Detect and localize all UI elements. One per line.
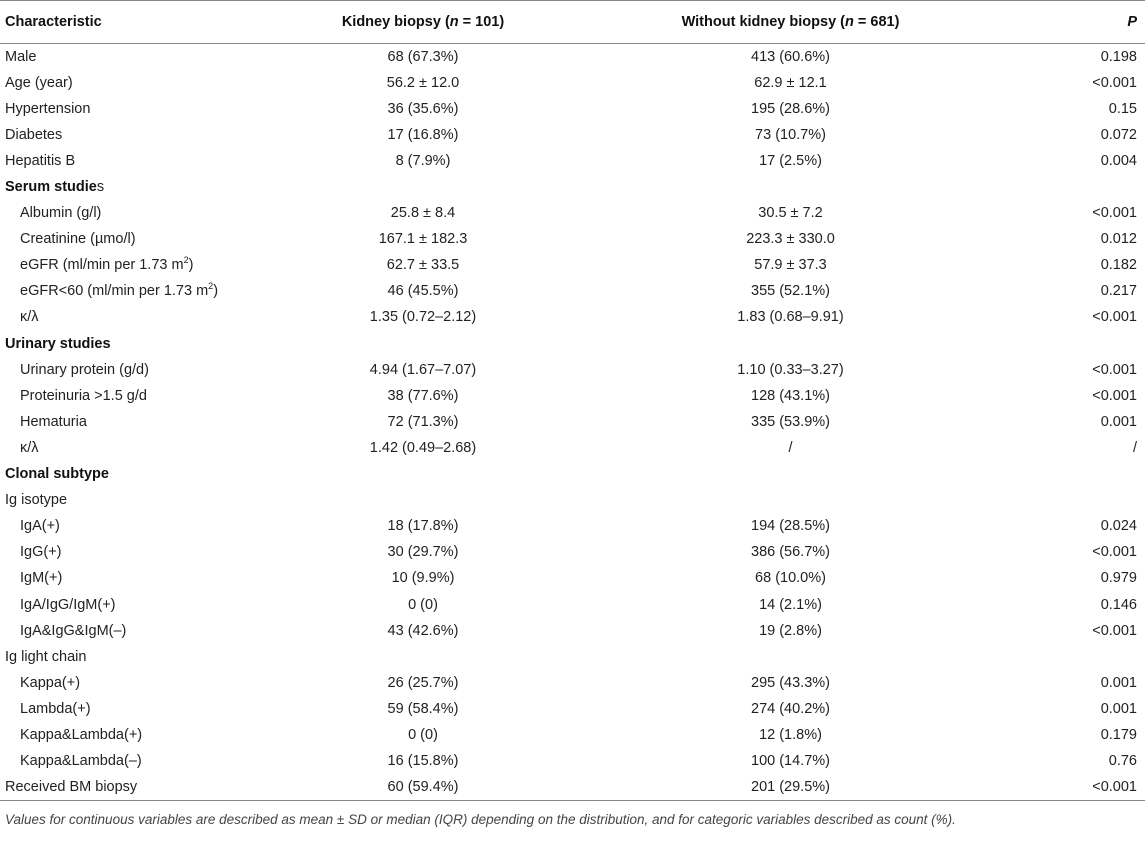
p-value: 0.024	[1100, 518, 1137, 535]
without-value: 201 (29.5%)	[578, 774, 1003, 800]
p-value: <0.001	[1092, 74, 1137, 91]
row-label: eGFR (ml/min per 1.73 $m^2$)	[20, 255, 194, 274]
section-row	[0, 331, 1145, 357]
kidney-value: 1.42 (0.49–2.68)	[369, 439, 477, 456]
without-value: 17 (2.5%)	[759, 152, 822, 169]
without-value: 194 (28.5%)	[751, 518, 830, 535]
table-row	[0, 774, 1145, 800]
table-row	[0, 383, 1145, 409]
section-clonal-subtype: Clonal subtype	[5, 466, 109, 483]
row-label: eGFR<60 (ml/min per 1.73 $m^2$)	[20, 281, 219, 300]
kidney-value: 16 (15.8%)	[387, 753, 459, 770]
p-value: 0.001	[1100, 413, 1137, 430]
kidney-value: 0 (0)	[408, 726, 438, 743]
row-label: κ/λ	[20, 309, 39, 326]
kidney-value: 0 (0)	[408, 596, 438, 613]
row-label: Creatinine (µmo/l)	[20, 231, 136, 248]
table-row	[0, 409, 1145, 435]
header-without-kidney-biopsy: Without kidney biopsy (n = 681)	[578, 1, 1003, 44]
header-row	[0, 1, 1145, 44]
row-label: Hematuria	[20, 413, 87, 430]
without-value: 100 (14.7%)	[751, 753, 830, 770]
without-value: 68 (10.0%)	[755, 570, 826, 587]
table-row	[0, 722, 1145, 748]
row-label: IgA(+)	[20, 518, 60, 535]
without-value: 12 (1.8%)	[759, 726, 822, 743]
section-row	[0, 461, 1145, 487]
p-value: 0.182	[1100, 257, 1137, 274]
table-row	[0, 304, 1145, 330]
subsection-ig-isotype: Ig isotype	[5, 492, 68, 509]
without-value: 73 (10.7%)	[755, 126, 826, 143]
row-label: IgM(+)	[20, 570, 63, 587]
header-characteristic: Characteristic	[0, 1, 268, 44]
kidney-value: 10 (9.9%)	[391, 570, 455, 587]
p-value: 0.76	[1108, 753, 1137, 770]
row-label: Hypertension	[5, 100, 91, 117]
table-row	[0, 513, 1145, 539]
table-row	[0, 148, 1145, 174]
table-row	[0, 44, 1145, 70]
without-value: 195 (28.6%)	[751, 100, 830, 117]
p-value: 0.179	[1100, 726, 1137, 743]
without-value: 355 (52.1%)	[751, 283, 830, 300]
without-value: 413 (60.6%)	[751, 48, 830, 65]
p-value: 0.146	[1100, 596, 1137, 613]
without-value: 57.9 ± 37.3	[754, 257, 827, 274]
without-value: 1.10 (0.33–3.27)	[737, 361, 844, 378]
header-kidney-biopsy: Kidney biopsy (n = 101)	[268, 1, 578, 44]
kidney-value: 4.94 (1.67–7.07)	[369, 361, 477, 378]
row-label: Albumin (g/l)	[20, 205, 102, 222]
kidney-value: 62.7 ± 33.5	[386, 257, 460, 274]
p-value: <0.001	[1092, 622, 1137, 639]
subsection-row	[0, 487, 1145, 513]
p-value: <0.001	[1092, 361, 1137, 378]
table-row	[0, 278, 1145, 304]
table-row	[0, 670, 1145, 696]
section-row	[0, 174, 1145, 200]
without-value: 62.9 ± 12.1	[754, 74, 827, 91]
table-row	[0, 435, 1145, 461]
kidney-value: 18 (17.8%)	[387, 518, 459, 535]
kidney-value: 59 (58.4%)	[387, 700, 459, 717]
p-value: 0.15	[1108, 100, 1137, 117]
without-value: 30.5 ± 7.2	[758, 205, 823, 222]
table-row	[0, 591, 1145, 617]
p-value: <0.001	[1092, 309, 1137, 326]
kidney-value: 26 (25.7%)	[387, 674, 459, 691]
table-row	[0, 122, 1145, 148]
without-value: 223.3 ± 330.0	[746, 231, 835, 248]
p-value: <0.001	[1092, 544, 1137, 561]
p-value: <0.001	[1003, 774, 1145, 800]
table-row	[0, 748, 1145, 774]
row-label: Kappa&Lambda(–)	[20, 753, 142, 770]
table-row	[0, 252, 1145, 278]
kidney-value: 167.1 ± 182.3	[378, 231, 468, 248]
subsection-ig-light-chain: Ig light chain	[5, 648, 87, 665]
row-label: Urinary protein (g/d)	[20, 361, 149, 378]
p-value: 0.012	[1100, 231, 1137, 248]
row-label: Male	[5, 48, 37, 65]
kidney-value: 25.8 ± 8.4	[390, 205, 456, 222]
table-row	[0, 618, 1145, 644]
p-value: 0.004	[1100, 152, 1137, 169]
table-row	[0, 96, 1145, 122]
table-row	[0, 565, 1145, 591]
row-label: Proteinuria >1.5 g/d	[20, 387, 147, 404]
without-value: 335 (53.9%)	[751, 413, 830, 430]
table-row	[0, 70, 1145, 96]
without-value: 295 (43.3%)	[751, 674, 830, 691]
table-row	[0, 696, 1145, 722]
kidney-value: 46 (45.5%)	[387, 283, 459, 300]
p-value: /	[1132, 439, 1137, 456]
without-value: /	[788, 439, 793, 456]
without-value: 386 (56.7%)	[751, 544, 830, 561]
without-value: 128 (43.1%)	[751, 387, 830, 404]
row-label: κ/λ	[20, 439, 39, 456]
kidney-value: 36 (35.6%)	[387, 100, 459, 117]
table-row	[0, 357, 1145, 383]
kidney-value: 56.2 ± 12.0	[386, 74, 460, 91]
row-label: IgA&IgG&IgM(–)	[20, 622, 127, 639]
kidney-value: 38 (77.6%)	[387, 387, 459, 404]
kidney-value: 43 (42.6%)	[387, 622, 459, 639]
kidney-value: 8 (7.9%)	[395, 152, 451, 169]
row-label: Kappa&Lambda(+)	[20, 726, 143, 743]
table-row	[0, 200, 1145, 226]
kidney-value: 30 (29.7%)	[387, 544, 459, 561]
row-label: Received BM biopsy	[0, 774, 268, 800]
section-urinary-studies: Urinary studies	[5, 335, 111, 352]
table-footnote: Values for continuous variables are described as mean ± SD or median (IQR) depending on the distribution, and for categoric variables described as count (%).	[5, 812, 956, 827]
row-label: Age (year)	[5, 74, 73, 91]
row-label: IgG(+)	[20, 544, 62, 561]
p-value: 0.979	[1100, 570, 1137, 587]
kidney-value: 1.35 (0.72–2.12)	[369, 309, 477, 326]
kidney-value: 60 (59.4%)	[268, 774, 578, 800]
row-label: Kappa(+)	[20, 674, 81, 691]
subsection-row	[0, 644, 1145, 670]
row-label: IgA/IgG/IgM(+)	[20, 596, 116, 613]
without-value: 1.83 (0.68–9.91)	[737, 309, 844, 326]
row-label: Hepatitis B	[5, 152, 76, 169]
kidney-value: 68 (67.3%)	[387, 48, 459, 65]
p-value: 0.217	[1100, 283, 1137, 300]
without-value: 19 (2.8%)	[759, 622, 822, 639]
table-row	[0, 539, 1145, 565]
without-value: 14 (2.1%)	[759, 596, 822, 613]
p-value: 0.198	[1100, 48, 1137, 65]
p-value: 0.072	[1100, 126, 1137, 143]
p-value: 0.001	[1100, 674, 1137, 691]
row-label: Lambda(+)	[20, 700, 91, 717]
p-value: <0.001	[1092, 387, 1137, 404]
kidney-value: 17 (16.8%)	[387, 126, 459, 143]
p-value: <0.001	[1092, 205, 1137, 222]
row-label: Diabetes	[5, 126, 63, 143]
p-value: 0.001	[1100, 700, 1137, 717]
kidney-value: 72 (71.3%)	[387, 413, 459, 430]
without-value: 274 (40.2%)	[751, 700, 830, 717]
section-serum-studies: Serum studies	[5, 179, 105, 196]
header-p: P	[1003, 1, 1145, 44]
table-row	[0, 226, 1145, 252]
